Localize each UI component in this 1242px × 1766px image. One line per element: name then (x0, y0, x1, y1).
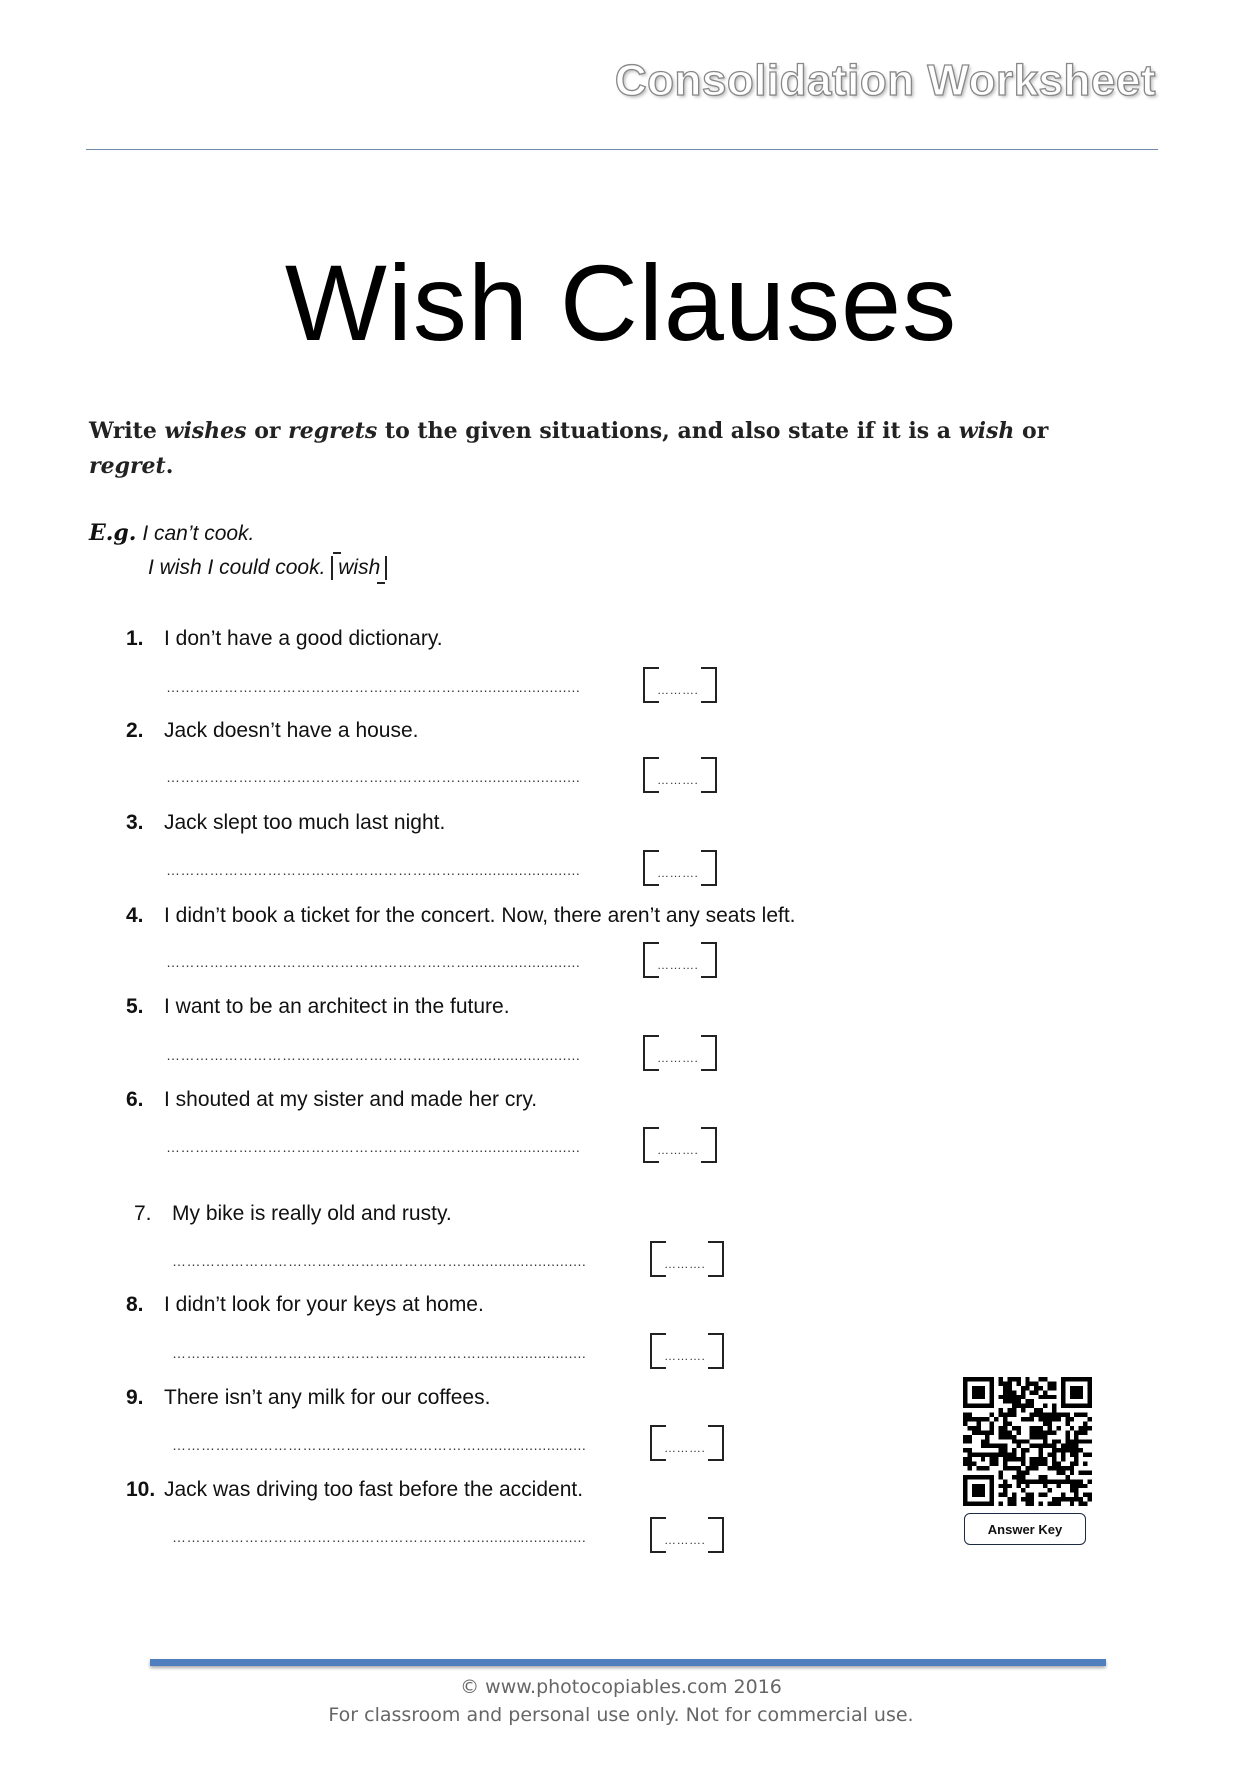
instructions-text: or (1014, 418, 1049, 444)
item-number: 4. (126, 904, 144, 927)
item-text: I shouted at my sister and made her cry. (164, 1088, 538, 1111)
exercise-item (126, 1386, 490, 1410)
footer-bar (150, 1659, 1106, 1666)
wish-regret-bracket[interactable] (650, 1333, 724, 1367)
instructions (89, 414, 1109, 484)
example-prefix: E.g. (89, 520, 137, 546)
bracket-dots: ………. (664, 1533, 706, 1547)
wish-regret-bracket[interactable] (643, 850, 717, 884)
example-type-bracket: wish (331, 556, 387, 580)
bracket-dots: ………. (657, 683, 699, 697)
item-number: 8. (126, 1293, 144, 1316)
example-situation-text: I can’t cook. (142, 522, 255, 545)
answer-line[interactable]: ………………………………………………………......................... (172, 1345, 587, 1361)
bracket-dots: ………. (664, 1257, 706, 1271)
wish-regret-bracket[interactable] (650, 1517, 724, 1551)
wish-regret-bracket[interactable] (650, 1425, 724, 1459)
instructions-emphasis: regret (89, 453, 166, 479)
answer-key-button[interactable]: Answer Key (964, 1513, 1086, 1545)
item-text: My bike is really old and rusty. (172, 1202, 452, 1225)
qr-code-icon[interactable] (963, 1377, 1092, 1506)
item-text: Jack slept too much last night. (164, 811, 446, 834)
bracket-right (701, 850, 717, 886)
example-answer-text: I wish I could cook. (148, 556, 326, 579)
bracket-right (701, 757, 717, 793)
wish-regret-bracket[interactable] (643, 757, 717, 791)
bracket-right (708, 1241, 724, 1277)
exercise-item (126, 1293, 484, 1317)
footer-notice: For classroom and personal use only. Not for commercial use. (328, 1704, 914, 1726)
item-text: I don’t have a good dictionary. (164, 627, 443, 650)
item-text: Jack was driving too fast before the accident. (164, 1478, 584, 1501)
example-answer (148, 556, 387, 580)
answer-line[interactable]: ………………………………………………………......................... (172, 1437, 587, 1453)
item-number: 3. (126, 811, 144, 834)
bracket-dots: ………. (657, 1143, 699, 1157)
bracket-dots: ………. (657, 958, 699, 972)
bracket-dots: ………. (657, 773, 699, 787)
exercise-item (126, 811, 445, 835)
instructions-text: to the given situations, and also state if it is a (377, 418, 959, 444)
bracket-dots: ………. (664, 1441, 706, 1455)
exercise-item (126, 995, 510, 1019)
item-text: I didn’t book a ticket for the concert. Now, there aren’t any seats left. (164, 904, 796, 927)
answer-line[interactable]: ………………………………………………………......................... (166, 769, 581, 785)
bracket-right (701, 667, 717, 703)
header-divider (86, 149, 1158, 150)
wish-regret-bracket[interactable] (650, 1241, 724, 1275)
bracket-right (701, 942, 717, 978)
instructions-emphasis: wish (958, 418, 1015, 444)
exercise-item (126, 719, 419, 743)
answer-line[interactable]: ………………………………………………………......................... (172, 1529, 587, 1545)
bracket-dots: ………. (664, 1349, 706, 1363)
instructions-text: . (165, 453, 174, 479)
bracket-right (708, 1425, 724, 1461)
item-number: 2. (126, 719, 144, 742)
item-number: 5. (126, 995, 144, 1018)
footer-copyright: © www.photocopiables.com 2016 (460, 1676, 782, 1698)
exercise-item (126, 627, 443, 651)
answer-line[interactable]: ………………………………………………………......................... (166, 862, 581, 878)
worksheet-header-label: Consolidation Worksheet (614, 56, 1156, 105)
item-text: There isn’t any milk for our coffees. (164, 1386, 491, 1409)
bracket-dots: ………. (657, 1051, 699, 1065)
bracket-right (708, 1333, 724, 1369)
item-number: 6. (126, 1088, 144, 1111)
item-text: Jack doesn’t have a house. (164, 719, 419, 742)
item-text: I didn’t look for your keys at home. (164, 1293, 484, 1316)
bracket-right (701, 1035, 717, 1071)
bracket-dots: ………. (657, 866, 699, 880)
exercise-item (126, 904, 796, 928)
item-number: 1. (126, 627, 144, 650)
wish-regret-bracket[interactable] (643, 667, 717, 701)
answer-line[interactable]: ………………………………………………………......................... (166, 1139, 581, 1155)
page-title: Wish Clauses (284, 242, 958, 363)
instructions-emphasis: regrets (288, 418, 378, 444)
item-number: 10. (126, 1478, 156, 1501)
wish-regret-bracket[interactable] (643, 942, 717, 976)
item-text: I want to be an architect in the future. (164, 995, 510, 1018)
example-situation (89, 520, 254, 546)
item-number: 7. (134, 1202, 152, 1225)
answer-line[interactable]: ………………………………………………………......................... (172, 1253, 587, 1269)
exercise-item (126, 1478, 583, 1502)
bracket-right (708, 1517, 724, 1553)
exercise-item (126, 1202, 452, 1226)
instructions-emphasis: wishes (164, 418, 247, 444)
wish-regret-bracket[interactable] (643, 1035, 717, 1069)
item-number: 9. (126, 1386, 144, 1409)
answer-line[interactable]: ………………………………………………………......................... (166, 954, 581, 970)
answer-line[interactable]: ………………………………………………………......................... (166, 1047, 581, 1063)
instructions-text: Write (89, 418, 165, 444)
wish-regret-bracket[interactable] (643, 1127, 717, 1161)
instructions-text: or (246, 418, 289, 444)
answer-line[interactable]: ………………………………………………………......................... (166, 679, 581, 695)
exercise-item (126, 1088, 537, 1112)
bracket-right (701, 1127, 717, 1163)
